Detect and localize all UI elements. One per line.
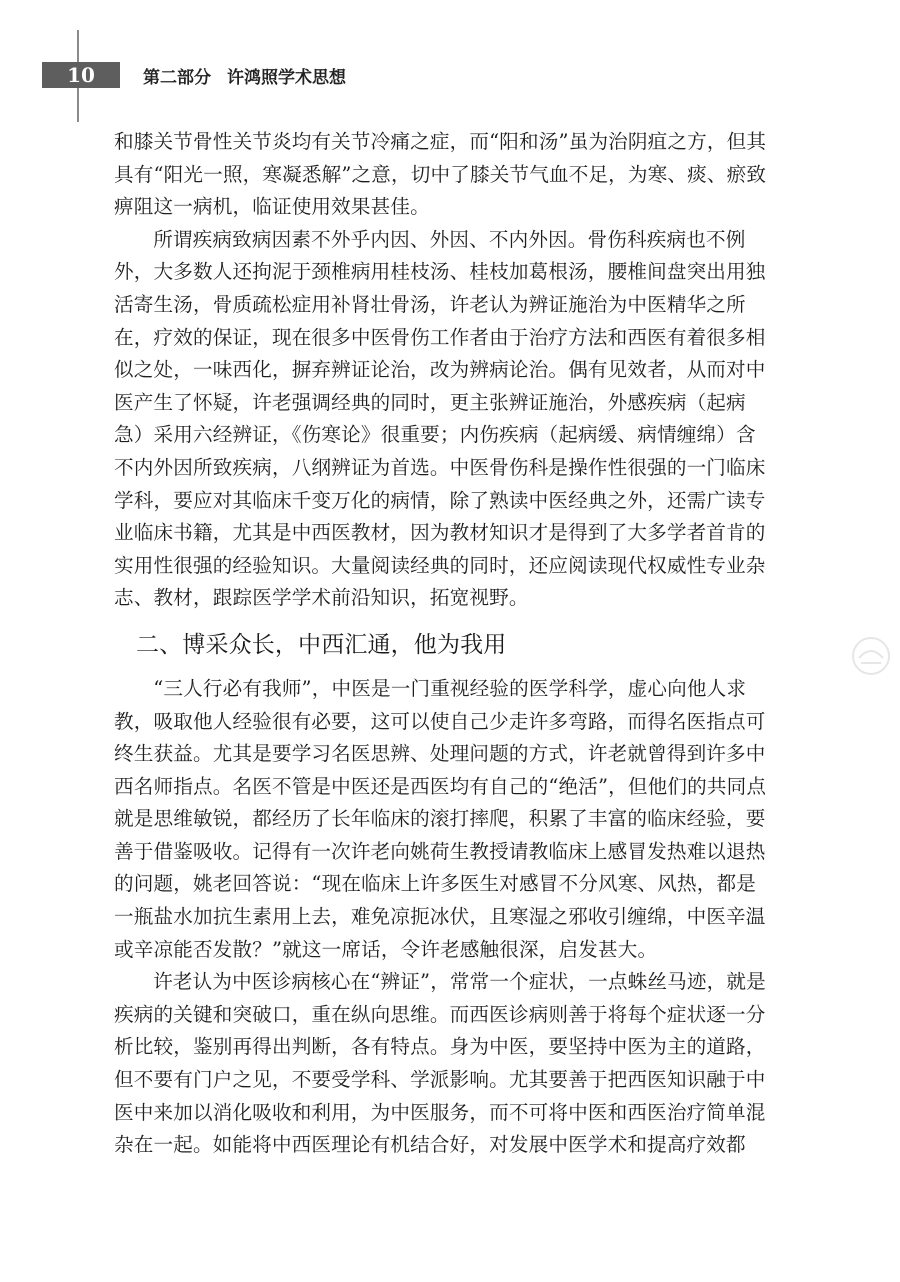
paragraph-1: 和膝关节骨性关节炎均有关节冷痛之症，而“阳和汤”虽为治阴疽之方，但其具有“阳光一照，寒凝悉解”之意，切中了膝关节气血不足，为寒、痰、瘀致痹阻这一病机，临证使用效果甚佳。 [114, 130, 767, 219]
part-label: 第二部分 [143, 67, 211, 88]
page-body [114, 126, 774, 1162]
page-number: 10 [67, 63, 95, 87]
chapter-title: 许鸿照学术思想 [227, 67, 346, 88]
header-rule-bottom [77, 88, 79, 122]
section-heading: 二、博采众长，中西汇通，他为我用 [136, 631, 507, 658]
page-number-badge [42, 62, 120, 88]
paragraph-3: “三人行必有我师”，中医是一门重视经验的医学科学，虚心向他人求教，吸取他人经验很有必要，这可以使自己少走许多弯路，而得名医指点可终生获益。尤其是要学习名医思辨、处理问题的方式，许老就曾得到许多中西名师指点。名医不管是中医还是西医均有自己的“绝活”，但他们的共同点就是思维敏锐，都经历了长年临床的滚打摔爬，积累了丰富的临床经验，要善于借鉴吸收。记得有一次许老向姚荷生教授请教临床上感冒发热难以退热的问题，姚老回答说：“现在临床上许多医生对感冒不分风寒、风热，都是一瓶盐水加抗生素用上去，难免凉扼冰伏，且寒湿之邪收引缠绵，中医辛温或辛凉能否发散？”就这一席话，令许老感触很深，启发甚大。 [114, 676, 767, 961]
paragraph-2: 所谓疾病致病因素不外乎内因、外因、不内外因。骨伤科疾病也不例外，大多数人还拘泥于颈椎病用桂枝汤、桂枝加葛根汤，腰椎间盘突出用独活寄生汤，骨质疏松症用补肾壮骨汤，许老认为辨证施治为中医精华之所在，疗效的保证，现在很多中医骨伤工作者由于治疗方法和西医有着很多相似之处，一味西化，摒弃辨证论治，改为辨病论治。偶有见效者，从而对中医产生了怀疑，许老强调经典的同时，更主张辨证施治，外感疾病（起病急）采用六经辨证，《伤寒论》很重要；内伤疾病（起病缓、病情缠绵）含不内外因所致疾病，八纲辨证为首选。中医骨伤科是操作性很强的一门临床学科，要应对其临床千变万化的病情，除了熟读中医经典之外，还需广读专业临床书籍，尤其是中西医教材，因为教材知识才是得到了大多学者首肯的实用性很强的经验知识。大量阅读经典的同时，还应阅读现代权威性专业杂志、教材，跟踪医学学术前沿知识，拓宽视野。 [114, 227, 766, 610]
paragraph-4: 许老认为中医诊病核心在“辨证”，常常一个症状，一点蛛丝马迹，就是疾病的关键和突破口，重在纵向思维。而西医诊病则善于将每个症状逐一分析比较，鉴别再得出判断，各有特点。身为中医，要坚持中医为主的道路，但不要有门户之见，不要受学科、学派影响。尤其要善于把西医知识融于中医中来加以消化吸收和利用，为中医服务，而不可将中医和西医治疗简单混杂在一起。如能将中西医理论有机结合好，对发展中医学术和提高疗效都 [114, 970, 766, 1157]
header-rule-top [77, 30, 79, 62]
publisher-watermark-icon [851, 636, 891, 676]
running-head [143, 62, 346, 88]
